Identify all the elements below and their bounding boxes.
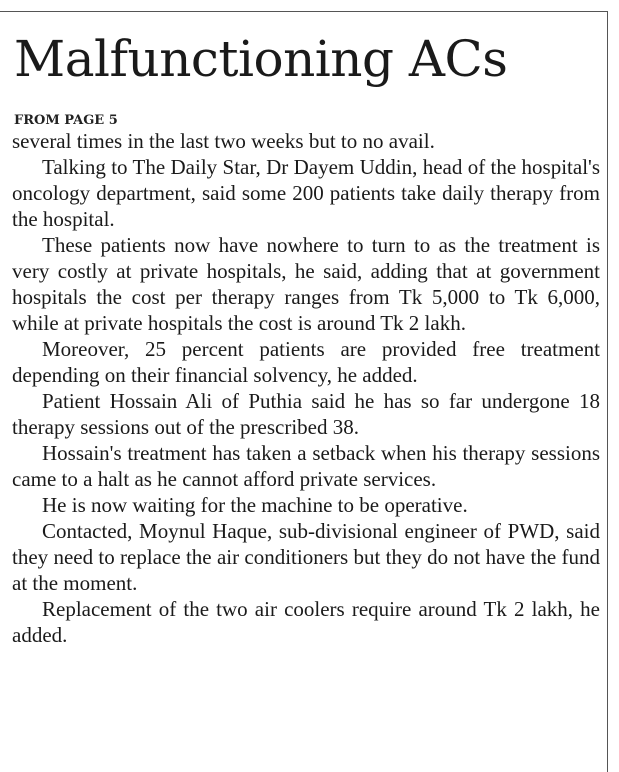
article-body <box>12 128 600 648</box>
paragraph-9: Replacement of the two air coolers require around Tk 2 lakh, he added. <box>12 597 600 647</box>
paragraph-4: Moreover, 25 percent patients are provided free treatment depending on their financial solvency, he added. <box>12 337 600 387</box>
paragraph-1: several times in the last two weeks but to no avail. <box>12 129 435 153</box>
paragraph-5: Patient Hossain Ali of Puthia said he has so far undergone 18 therapy sessions out of the prescribed 38. <box>12 389 600 439</box>
paragraph-2: Talking to The Daily Star, Dr Dayem Uddin, head of the hospital's oncology department, said some 200 patients take daily therapy from the hospital. <box>12 155 600 231</box>
jump-line: FROM PAGE 5 <box>14 113 118 128</box>
headline: Malfunctioning ACs <box>14 30 508 88</box>
paragraph-8: Contacted, Moynul Haque, sub-divisional engineer of PWD, said they need to replace the air conditioners but they do not have the fund at the moment. <box>12 519 600 595</box>
paragraph-6: Hossain's treatment has taken a setback when his therapy sessions came to a halt as he cannot afford private services. <box>12 441 600 491</box>
paragraph-3: These patients now have nowhere to turn to as the treatment is very costly at private hospitals, he said, adding that at government hospitals the cost per therapy ranges from Tk 5,000 to Tk 6,000, while at private hospitals the cost is around Tk 2 lakh. <box>12 233 600 335</box>
top-border-rule <box>0 11 608 12</box>
paragraph-7: He is now waiting for the machine to be operative. <box>42 493 468 517</box>
right-border-rule <box>607 11 608 772</box>
